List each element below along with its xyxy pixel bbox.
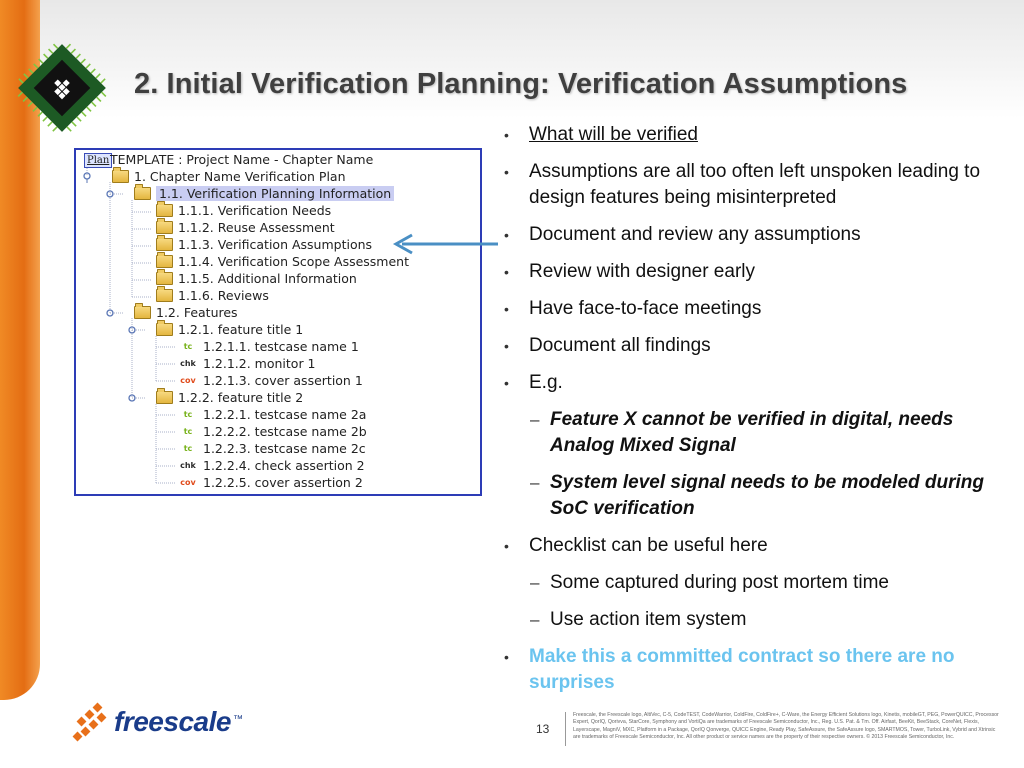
bullet-text: Use action item system [550,609,747,630]
verification-plan-tree[interactable] [74,148,482,496]
tree-node-label: 1.2.2.3. testcase name 2c [203,441,366,456]
tree-node-label: 1. Chapter Name Verification Plan [134,169,346,184]
tree-node-label: 1.1.2. Reuse Assessment [178,220,335,235]
bullet-list [504,122,1014,707]
dash-marker: – [530,573,540,592]
sub-bullet-item [504,470,1014,522]
plan-badge: Plan [84,153,112,168]
sub-bullet-item [504,570,1014,596]
tree-node-label: 1.1.3. Verification Assumptions [178,237,373,252]
sub-bullet-item [504,407,1014,459]
check-icon: chk [180,461,196,470]
tree-node-label: 1.2.1.3. cover assertion 1 [203,373,363,388]
check-icon: chk [180,359,196,368]
brand-name: freescale [114,706,231,737]
tree-node-cover-assertion-1[interactable] [180,372,363,389]
page-number: 13 [536,722,550,736]
tree-node-testcase-name-2b[interactable] [180,423,367,440]
testcase-icon: tc [183,410,193,419]
folder-icon [156,323,173,336]
tree-node-label: 1.2.2.1. testcase name 2a [203,407,367,422]
tree-node-label: 1.2.2.2. testcase name 2b [203,424,367,439]
tree-node-label: 1.2.1.1. testcase name 1 [203,339,359,354]
tree-node-label: 1.2.2. feature title 2 [178,390,304,405]
folder-icon [134,306,151,319]
tree-node-testcase-name-2a[interactable] [180,406,366,423]
tree-node-check-assertion-2[interactable] [180,457,365,474]
bullet-text: Checklist can be useful here [529,535,768,556]
tree-node-reuse-assessment[interactable] [156,219,335,236]
bullet-text: Feature X cannot be verified in digital, needs Analog Mixed Signal [550,409,954,456]
tree-node-feature-title-1[interactable] [156,321,303,338]
bullet-item [504,296,1014,322]
folder-icon [156,289,173,302]
tree-node-label: 1.1.6. Reviews [178,288,269,303]
bullet-item [504,644,1014,696]
freescale-logo-icon [72,702,110,742]
bullet-item [504,370,1014,396]
testcase-icon: tc [183,444,193,453]
bullet-item [504,533,1014,559]
bullet-text: Some captured during post mortem time [550,572,889,593]
bullet-text: What will be verified [529,124,698,145]
folder-icon [112,170,129,183]
cover-icon: cov [180,376,196,385]
folder-icon [156,238,173,251]
bullet-text: Make this a committed contract so there are no surprises [529,646,955,693]
dash-marker: – [530,610,540,629]
tree-node-testcase-name-1[interactable] [180,338,359,355]
bullet-text: System level signal needs to be modeled during SoC verification [550,472,984,519]
tree-node-features[interactable] [134,304,238,321]
bullet-text: Document and review any assumptions [529,224,861,245]
folder-icon [156,272,173,285]
bullet-item [504,222,1014,248]
bullet-item [504,159,1014,211]
tree-node-cover-assertion-2[interactable] [180,474,363,491]
legal-text: Freescale, the Freescale logo, AltiVec, C-5, CodeTEST, CodeWarrior, ColdFire, ColdFire+, C-Ware, the Energy Efficient Solutions logo, Kinetis, mobileGT, PEG, PowerQUICC, Processor Expert, QorIQ, Qorivva, StarCore, Symphony and VortiQa are trademarks of Freescale Semiconductor, Inc., Reg. U.S. Pat. & Tm. Off. Airfast, BeeKit, BeeStack, CoreNet, Flexis, Layerscape, MagniV, MXC, Platform in a Package, QorIQ Qonverge, QUICC Engine, Ready Play, SafeAssure, the SafeAssure logo, SMARTMOS, Tower, TurboLink, Vybrid and Xtrinsic are trademarks of Freescale Semiconductor, Inc. All other product or service names are the property of their respective owners. © 2013 Freescale Semiconductor, Inc. [573,712,999,741]
testcase-icon: tc [183,427,193,436]
bullet-text: Assumptions are all too often left unspoken leading to design features being misinterpreted [529,161,981,208]
tree-node-verification-needs[interactable] [156,202,331,219]
tree-node-label: 1.2.1.2. monitor 1 [203,356,316,371]
tree-node-label: 1.2.2.4. check assertion 2 [203,458,365,473]
tree-node-monitor-1[interactable] [180,355,316,372]
freescale-logo [72,702,243,742]
folder-icon [156,221,173,234]
tree-node-feature-title-2[interactable] [156,389,303,406]
bullet-item [504,333,1014,359]
bullet-item [504,122,1014,148]
testcase-icon: tc [183,342,193,351]
folder-icon [156,255,173,268]
tree-node-verification-scope-assessment[interactable] [156,253,409,270]
pointer-arrow-icon [388,232,504,256]
tree-node-label: 1.2.2.5. cover assertion 2 [203,475,363,490]
tree-node-reviews[interactable] [156,287,269,304]
folder-icon [156,391,173,404]
trademark-mark: ™ [232,714,243,725]
tree-node-verification-assumptions[interactable] [156,236,372,253]
folder-icon [156,204,173,217]
tree-node-additional-information[interactable] [156,270,357,287]
dash-marker: – [530,410,540,429]
tree-root-label[interactable]: TEMPLATE : Project Name - Chapter Name [110,152,374,167]
tree-node-label: 1.1. Verification Planning Information [156,186,394,201]
tree-node-chapter[interactable] [112,168,346,185]
tree-node-label: 1.2.1. feature title 1 [178,322,304,337]
tree-node-testcase-name-2c[interactable] [180,440,366,457]
sub-bullet-item [504,607,1014,633]
bullet-text: E.g. [529,372,563,393]
tree-node-label: 1.2. Features [156,305,238,320]
tree-node-label: 1.1.4. Verification Scope Assessment [178,254,409,269]
dash-marker: – [530,473,540,492]
bullet-text: Review with designer early [529,261,755,282]
bullet-text: Document all findings [529,335,711,356]
tree-node-label: 1.1.1. Verification Needs [178,203,332,218]
tree-node-label: 1.1.5. Additional Information [178,271,357,286]
footer-divider [565,712,566,746]
chip-logo-icon [14,40,110,136]
bullet-text: Have face-to-face meetings [529,298,762,319]
bullet-item [504,259,1014,285]
folder-icon [134,187,151,200]
slide-title: 2. Initial Verification Planning: Verification Assumptions [134,68,908,100]
tree-node-verification-planning-information[interactable] [134,185,394,202]
cover-icon: cov [180,478,196,487]
